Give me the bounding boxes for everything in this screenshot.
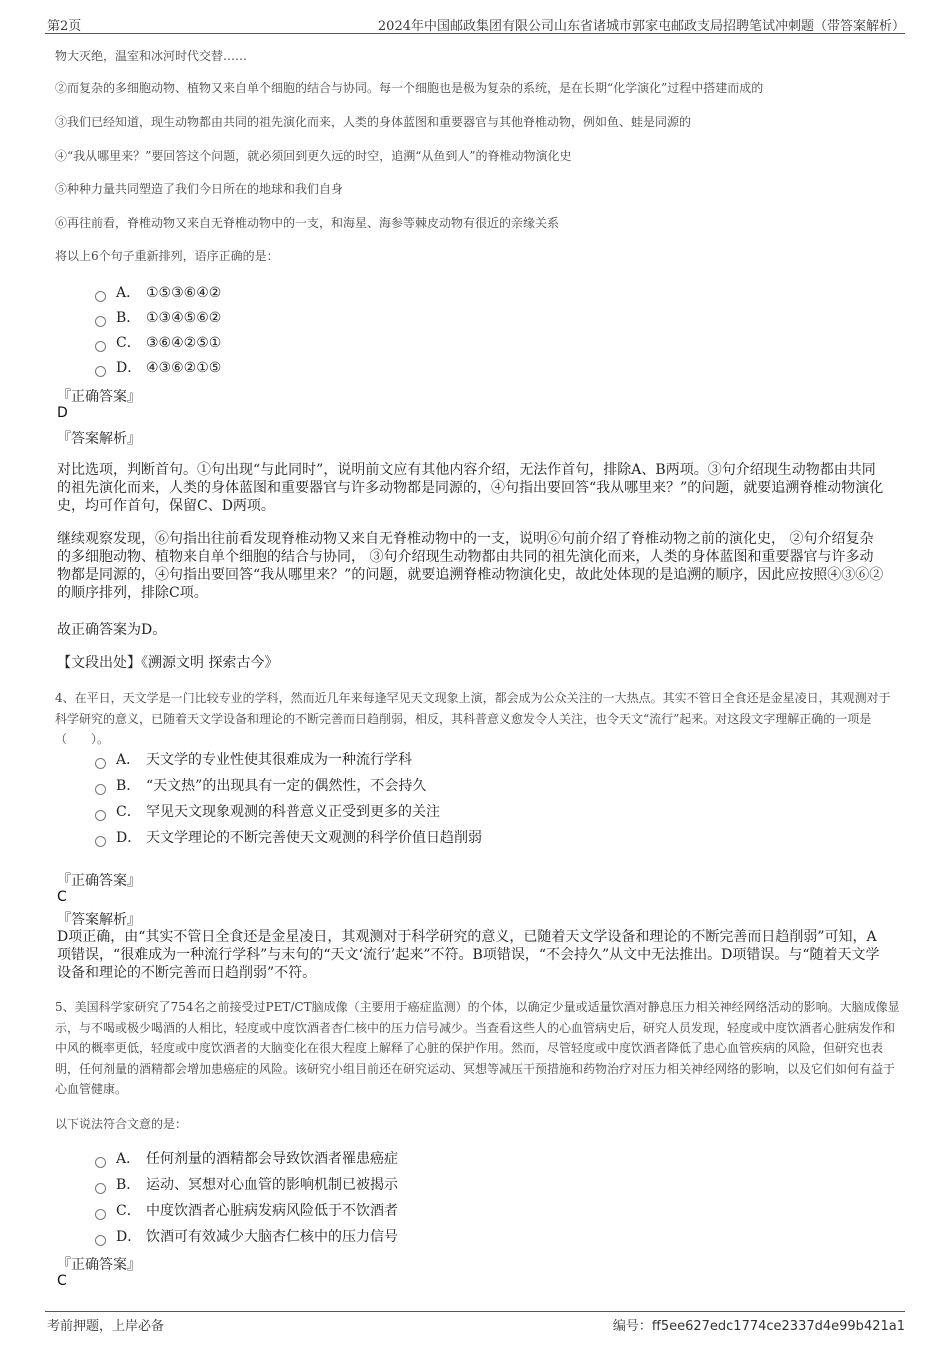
q3-line-6: ⑥再往前看，脊椎动物又来自无脊椎动物中的一支，和海星、海参等棘皮动物有很近的亲缘关系 [55, 216, 560, 230]
q5-stem: 5、美国科学家研究了754名之前接受过PET/CT脑成像（主要用于癌症监测）的个体，以确定少量或适量饮酒对静息压力相关神经网络活动的影响。大脑成像显示，与不喝或极少喝酒的人相比，轻度或中度饮酒者杏仁核中的压力信号减少。当查看这些人的心血管病史后，研究人员发现，轻度或中度饮酒者心脏病发作和中风的概率更低，轻度或中度饮酒者的大脑变化在很大程度上解释了心脏的保护作用。然而，尽管轻度或中度饮酒者降低了患心血管疾病的风险，但研究也表明，任何剂量的酒精都会增加患癌症的风险。该研究小组目前还在研究运动、冥想等减压干预措施和药物治疗对压力相关神经网络的影响，以及它们如何有益于心血管健康。 [55, 1000, 900, 1096]
q5-option-a[interactable]: A． 任何剂量的酒精都会导致饮酒者罹患癌症 [95, 1149, 398, 1169]
q5-option-c[interactable]: C． 中度饮酒者心脏病发病风险低于不饮酒者 [95, 1201, 398, 1221]
page-number: 第2页 [47, 19, 82, 34]
radio-icon[interactable] [95, 316, 106, 327]
q3-analysis-para-1: 对比选项，判断首句。①句出现“与此同时”，说明前文应有其他内容介绍，无法作首句，排除A、B两项。③句介绍现生动物都由共同的祖先演化而来，人类的身体蓝图和重要器官与许多动物都是同源的，④句指出要回答“我从哪里来？”的问题，就要追溯脊椎动物演化史，均可作首句，保留C、D两项。 [57, 462, 884, 514]
code-value: ff5ee627edc1774ce2337d4e99b421a1 [651, 1319, 905, 1334]
radio-icon[interactable] [95, 291, 106, 302]
q5-prompt: 以下说法符合文意的是： [55, 1117, 188, 1131]
q3-analysis-conclusion: 故正确答案为D。 [57, 622, 167, 638]
q4-answer: C [57, 889, 67, 905]
radio-icon[interactable] [95, 1209, 106, 1220]
q5-answer-label: 『正确答案』 [57, 1257, 141, 1273]
q3-source: 【文段出处】《溯源文明 探索古今》 [57, 655, 279, 671]
radio-icon[interactable] [95, 366, 106, 377]
radio-icon[interactable] [95, 341, 106, 352]
q4-analysis: D项正确，由“其实不管日全食还是金星凌日，其观测对于科学研究的意义，已随着天文学设备和理论的不断完善而日趋削弱”可知，A项错误，“很难成为一种流行学科”与末句的“天文‘流行’起来”不符。B项错误，“不会持久”从文中无法推出。D项错误。与“随着天文学设备和理论的不断完善而日趋削弱”不符。 [57, 929, 880, 981]
q4-option-d[interactable]: D． 天文学理论的不断完善使天文观测的科学价值日趋削弱 [95, 828, 482, 848]
q4-answer-label: 『正确答案』 [57, 873, 141, 889]
footer-slogan: 考前押题，上岸必备 [47, 1319, 165, 1334]
q3-line-1: 物大灭绝，温室和冰河时代交替…… [55, 49, 248, 63]
radio-icon[interactable] [95, 1183, 106, 1194]
q4-stem: 4、在平日，天文学是一门比较专业的学科，然而近几年来每逢罕见天文现象上演，都会成为公众关注的一大热点。其实不管日全食还是金星凌日，其观测对于科学研究的意义，已随着天文学设备和理论的不断完善而日趋削弱，相反，其科普意义愈发令人关注，也令天文“流行”起来。对这段文字理解正确的一项是（ ）。 [55, 691, 891, 746]
q5-option-d[interactable]: D． 饮酒可有效减少大脑杏仁核中的压力信号 [95, 1227, 398, 1247]
radio-icon[interactable] [95, 836, 106, 847]
radio-icon[interactable] [95, 1235, 106, 1246]
q3-analysis-para-2: 继续观察发现，⑥句指出往前看发现脊椎动物又来自无脊椎动物中的一支，说明⑥句前介绍了脊椎动物之前的演化史， ②句介绍复杂的多细胞动物、植物来自单个细胞的结合与协同， ③句介绍现生动物都由共同的祖先演化而来，人类的身体蓝图和重要器官与许多动物都是同源的，④句指出要回答“我从哪里来？”的问题，就要追溯脊椎动物演化史，故此处体现的是追溯的顺序，因此应按照④③⑥②的顺序排列，排除C项。 [57, 531, 884, 601]
q5-option-b[interactable]: B． 运动、冥想对心血管的影响机制已被揭示 [95, 1175, 398, 1195]
q3-option-b[interactable]: B． ①③④⑤⑥② [95, 308, 221, 328]
document-code [613, 1315, 905, 1334]
q3-line-4: ④“我从哪里来？”要回答这个问题，就必须回到更久远的时空，追溯“从鱼到人”的脊椎动物演化史 [55, 149, 572, 163]
q3-analysis-label: 『答案解析』 [57, 431, 141, 447]
footer-divider [45, 1311, 905, 1312]
q3-answer-label: 『正确答案』 [57, 389, 141, 405]
document-title: 2024年中国邮政集团有限公司山东省诸城市郭家屯邮政支局招聘笔试冲刺题（带答案解析） [377, 19, 905, 34]
q4-analysis-label: 『答案解析』 [57, 912, 141, 928]
q3-line-2: ②而复杂的多细胞动物、植物又来自单个细胞的结合与协同。每一个细胞也是极为复杂的系统，是在长期“化学演化”过程中搭建而成的 [55, 81, 764, 95]
header-divider [45, 33, 905, 34]
q4-option-a[interactable]: A． 天文学的专业性使其很难成为一种流行学科 [95, 750, 412, 770]
q4-option-b[interactable]: B． “天文热”的出现具有一定的偶然性，不会持久 [95, 776, 426, 796]
radio-icon[interactable] [95, 784, 106, 795]
q3-option-c[interactable]: C． ③⑥④②⑤① [95, 333, 221, 353]
q4-option-c[interactable]: C． 罕见天文现象观测的科普意义正受到更多的关注 [95, 802, 440, 822]
radio-icon[interactable] [95, 758, 106, 769]
radio-icon[interactable] [95, 1157, 106, 1168]
q3-line-3: ③我们已经知道，现生动物都由共同的祖先演化而来，人类的身体蓝图和重要器官与其他脊椎动物，例如鱼、蛙是同源的 [55, 115, 692, 129]
code-label: 编号： [612, 1319, 652, 1334]
q3-option-d[interactable]: D． ④③⑥②①⑤ [95, 358, 221, 378]
q3-prompt: 将以上6个句子重新排列，语序正确的是： [55, 249, 279, 263]
radio-icon[interactable] [95, 810, 106, 821]
q5-answer: C [57, 1273, 67, 1289]
q3-line-5: ⑤种种力量共同塑造了我们今日所在的地球和我们自身 [55, 182, 344, 196]
q3-option-a[interactable]: A． ①⑤③⑥④② [95, 283, 221, 303]
q3-answer: D [57, 405, 68, 421]
